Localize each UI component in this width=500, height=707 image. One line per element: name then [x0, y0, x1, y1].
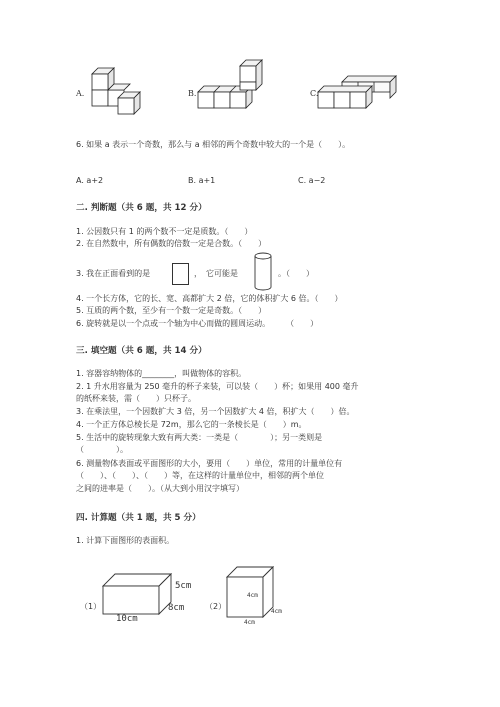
- q5-option-a-figure: [86, 66, 146, 114]
- q5-option-b-figure: [198, 60, 270, 112]
- q6-option-a[interactable]: A. a+2: [76, 176, 104, 185]
- cylinder-shape: [253, 252, 273, 292]
- section2-item-2: 2. 在自然数中，所有偶数的倍数一定是合数。（ ）: [76, 239, 267, 248]
- cuboid-length-label: 10cm: [116, 614, 138, 624]
- figure-2-number: （2）: [205, 602, 227, 611]
- section3-line-6: 5. 生活中的旋转现象大致有两大类：一类是（ ）；另一类则是: [76, 433, 323, 442]
- section2-item-3-middle: ， 它可能是: [194, 269, 238, 278]
- q6-text: 6. 如果 a 表示一个奇数，那么与 a 相邻的两个奇数中较大的一个是（ ）。: [76, 140, 351, 149]
- cube-side-label-1: 4cm: [247, 592, 258, 599]
- section2-item-5: 5. 互质的两个数，至少有一个数一定是奇数。（ ）: [76, 306, 267, 315]
- q6-option-b[interactable]: B. a+1: [188, 176, 216, 185]
- section4-q1-text: 1. 计算下面图形的表面积。: [76, 536, 175, 545]
- figure-1-number: （1）: [80, 602, 102, 611]
- cube-side-label-2: 4cm: [271, 608, 282, 615]
- section4-title: 四. 计算题（共 1 题，共 5 分）: [76, 513, 201, 523]
- q5-option-b-label[interactable]: B.: [188, 89, 197, 98]
- section3-line-3: 的纸杯来装，需（ ）只杯子。: [76, 394, 196, 403]
- section3-line-5: 4. 一个正方体总棱长是 72m，那么它的一条棱长是（ ）m。: [76, 420, 307, 429]
- section2-item-6: 6. 旋转就是以一个点或一个轴为中心而做的圆周运动。 （ ）: [76, 319, 319, 328]
- section3-line-10: 之间的进率是（ ）。（从大到小用汉字填写）: [76, 484, 244, 493]
- section2-item-4: 4. 一个长方体，它的长、宽、高都扩大 2 倍，它的体积扩大 6 倍。（ ）: [76, 294, 343, 303]
- cuboid-width-label: 8cm: [168, 603, 185, 613]
- section3-title: 三. 填空题（共 6 题，共 14 分）: [76, 346, 207, 356]
- section3-line-1: 1. 容器容纳物体的________，叫做物体的容积。: [76, 369, 247, 378]
- section2-item-3-prefix: 3. 我在正面看到的是: [76, 269, 151, 278]
- section3-line-4: 3. 在乘法里，一个因数扩大 3 倍，另一个因数扩大 4 倍，积扩大（ ）倍。: [76, 407, 355, 416]
- q5-option-a-label[interactable]: A.: [76, 89, 85, 98]
- q6-option-c[interactable]: C. a−2: [298, 176, 326, 185]
- front-view-rectangle: [172, 263, 189, 285]
- section3-line-9: （ ）、（ ）、（ ）等，在这样的计量单位中，相邻的两个单位: [76, 471, 324, 480]
- section3-line-8: 6. 测量物体表面或平面图形的大小，要用（ ）单位，常用的计量单位有: [76, 459, 343, 468]
- section2-title: 二. 判断题（共 6 题，共 12 分）: [76, 203, 207, 213]
- q5-option-c-figure: [318, 76, 398, 112]
- q5-option-c-label[interactable]: C.: [310, 89, 319, 98]
- section3-line-2: 2. 1 升水用容量为 250 毫升的杯子来装，可以装（ ）杯；如果用 400 毫升: [76, 382, 359, 391]
- cube-side-label-3: 4cm: [244, 619, 255, 626]
- cuboid-figure: [103, 574, 173, 616]
- section3-line-7: （ ）。: [76, 445, 128, 454]
- section2-item-1: 1. 公因数只有 1 的两个数不一定是质数。（ ）: [76, 227, 253, 236]
- section2-item-3-suffix: 。（ ）: [278, 269, 314, 278]
- cuboid-height-label: 5cm: [175, 581, 192, 591]
